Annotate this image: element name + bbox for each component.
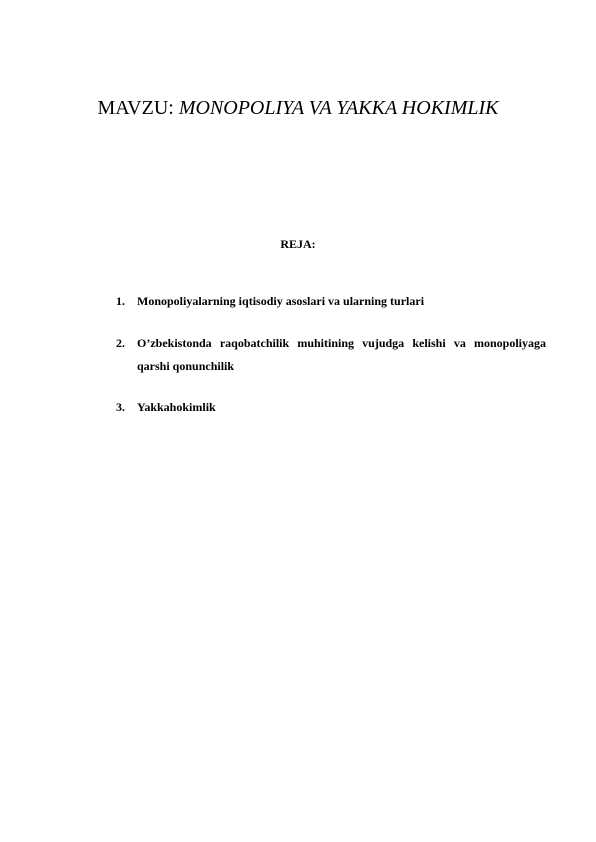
title-prefix: MAVZU:: [97, 97, 174, 119]
plan-list: [116, 290, 546, 419]
document-title: [60, 95, 536, 122]
plan-item: [116, 290, 546, 313]
plan-item-number: 1.: [116, 294, 125, 308]
plan-item: [116, 332, 546, 378]
title-topic: MONOPOLIYA VA YAKKA HOKIMLIK: [178, 97, 499, 119]
plan-item-text: Yakkahokimlik: [137, 400, 216, 414]
plan-item-number: 2.: [116, 336, 125, 350]
plan-item: [116, 396, 546, 419]
plan-item-text: Monopoliyalarning iqtisodiy asoslari va ularning turlari: [137, 294, 425, 308]
plan-heading: REJA:: [280, 237, 316, 251]
plan-item-text: O’zbekistonda raqobatchilik muhitining vujudga kelishi va monopoliyaga qarshi qonunchilik: [137, 336, 546, 373]
plan-item-number: 3.: [116, 400, 125, 414]
